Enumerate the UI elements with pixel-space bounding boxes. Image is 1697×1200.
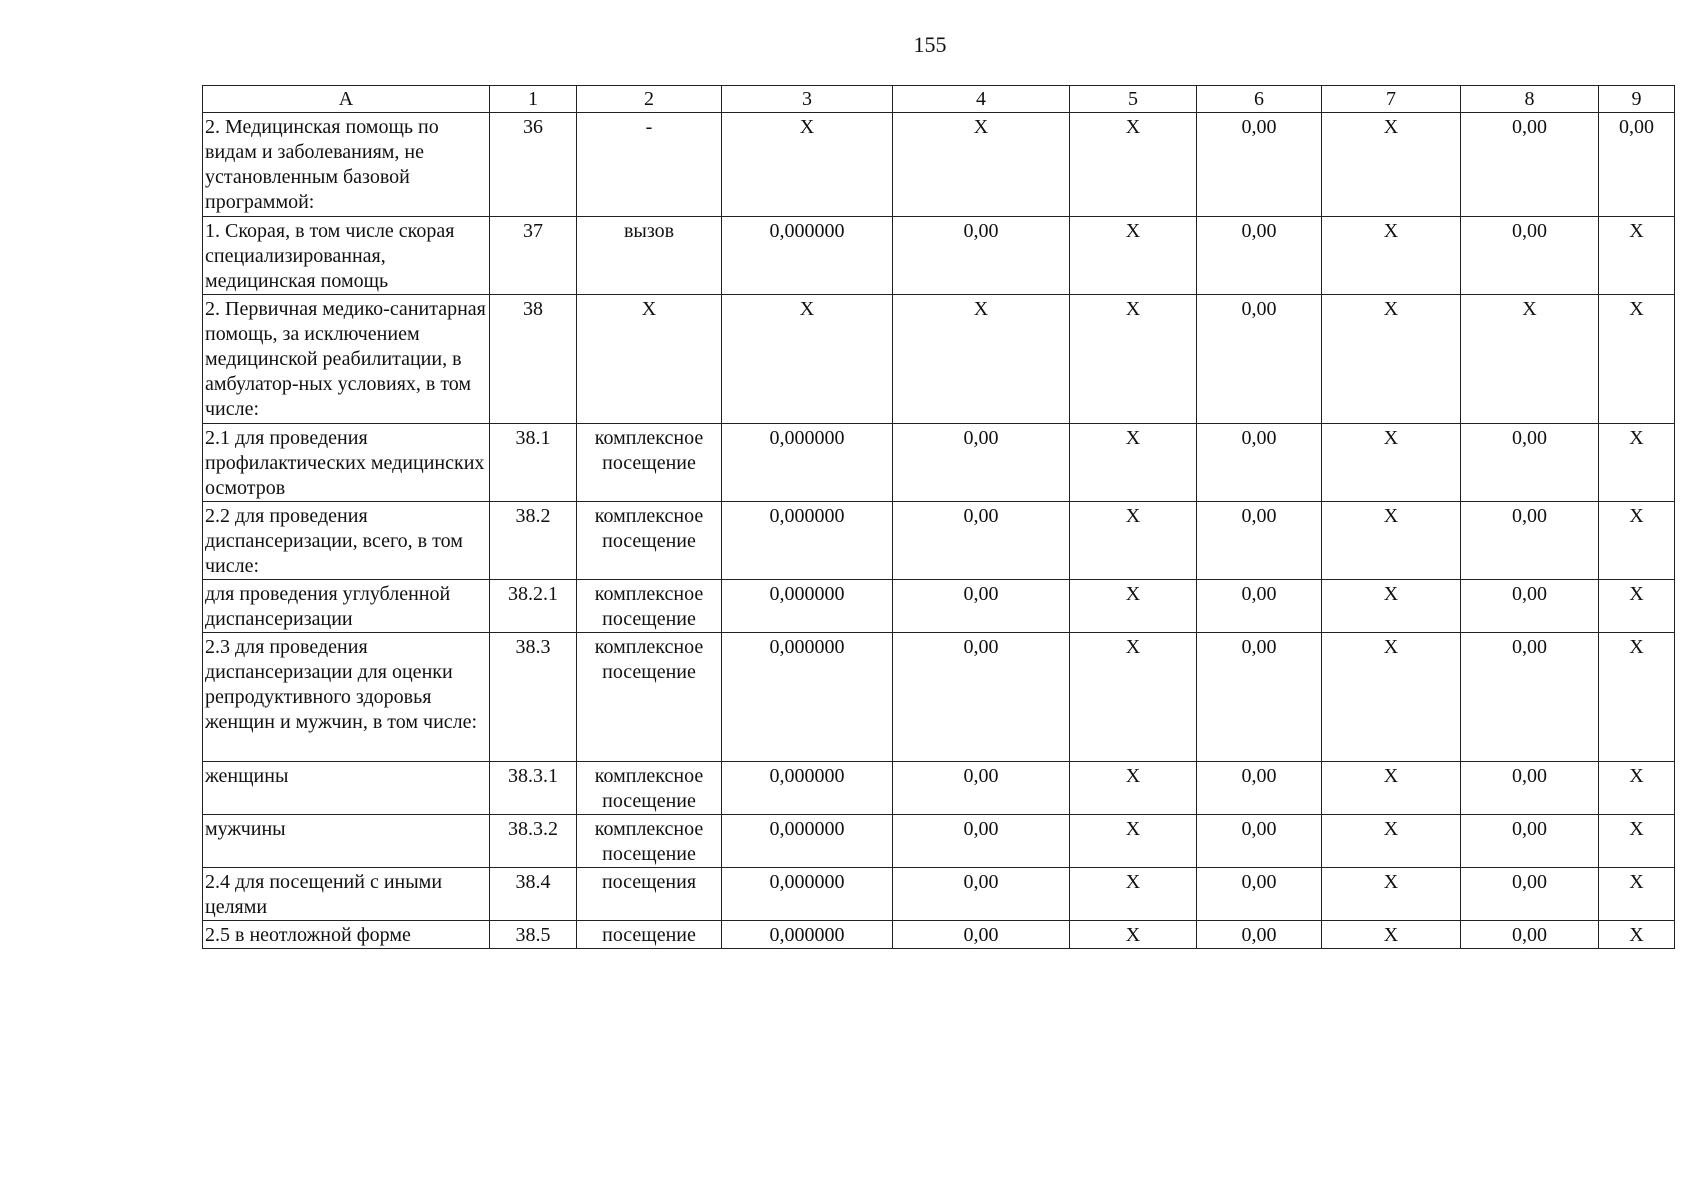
- table-cell: Х: [1322, 217, 1461, 295]
- table-cell: Х: [722, 113, 893, 217]
- table-cell: 0,00: [893, 424, 1070, 502]
- row-name: женщины: [203, 762, 490, 815]
- table-cell: Х: [1070, 424, 1197, 502]
- table-cell: 0,00: [1461, 921, 1599, 949]
- column-header: 9: [1599, 86, 1675, 113]
- table-cell: Х: [1322, 815, 1461, 868]
- row-name: мужчины: [203, 815, 490, 868]
- table-cell: Х: [1599, 633, 1675, 762]
- table-cell: 0,00: [893, 633, 1070, 762]
- table-cell: 0,00: [1461, 633, 1599, 762]
- row-name: 1. Скорая, в том числе скорая специализированная, медицинская помощь: [203, 217, 490, 295]
- table-cell: 0,00: [1197, 502, 1322, 580]
- table-cell: посещения: [577, 868, 722, 921]
- table-row: [203, 868, 1675, 921]
- table-cell: Х: [1322, 502, 1461, 580]
- table-cell: 0,00: [1461, 868, 1599, 921]
- table-row: [203, 633, 1675, 762]
- table-cell: 38.2.1: [490, 580, 577, 633]
- table-cell: посещение: [577, 921, 722, 949]
- table-cell: 0,000000: [722, 868, 893, 921]
- table-cell: 0,00: [1461, 815, 1599, 868]
- table-cell: Х: [1070, 580, 1197, 633]
- table-cell: комплексное посещение: [577, 424, 722, 502]
- table-cell: 0,00: [1197, 921, 1322, 949]
- table-cell: Х: [1322, 921, 1461, 949]
- table-cell: 0,00: [893, 921, 1070, 949]
- table-cell: вызов: [577, 217, 722, 295]
- table-cell: 0,00: [1197, 113, 1322, 217]
- table-cell: 0,000000: [722, 424, 893, 502]
- table-cell: Х: [1599, 921, 1675, 949]
- table-cell: Х: [1599, 295, 1675, 424]
- table-cell: Х: [1070, 633, 1197, 762]
- column-header: 2: [577, 86, 722, 113]
- table-cell: комплексное посещение: [577, 502, 722, 580]
- table-cell: Х: [893, 113, 1070, 217]
- table-row: [203, 762, 1675, 815]
- table-cell: 0,00: [893, 815, 1070, 868]
- table-cell: 0,00: [893, 762, 1070, 815]
- table-cell: 0,00: [1197, 868, 1322, 921]
- table-cell: Х: [1461, 295, 1599, 424]
- table-row: [203, 217, 1675, 295]
- header-row: [203, 86, 1675, 113]
- page-number: 155: [913, 32, 947, 57]
- table-cell: 0,00: [1197, 815, 1322, 868]
- table-cell: Х: [1070, 295, 1197, 424]
- table-cell: 0,000000: [722, 580, 893, 633]
- table-cell: 0,000000: [722, 921, 893, 949]
- table-cell: 38.5: [490, 921, 577, 949]
- table-cell: 0,00: [1197, 633, 1322, 762]
- table-cell: 38.2: [490, 502, 577, 580]
- table-cell: комплексное посещение: [577, 815, 722, 868]
- table-cell: 0,00: [1197, 295, 1322, 424]
- table-cell: 0,00: [1461, 580, 1599, 633]
- table-cell: 0,00: [893, 217, 1070, 295]
- table-cell: Х: [1070, 502, 1197, 580]
- table-cell: 0,00: [1197, 217, 1322, 295]
- table-row: [203, 113, 1675, 217]
- table-cell: Х: [1070, 921, 1197, 949]
- column-header: 7: [1322, 86, 1461, 113]
- column-header: 4: [893, 86, 1070, 113]
- table-cell: комплексное посещение: [577, 633, 722, 762]
- table-cell: Х: [1322, 295, 1461, 424]
- table-cell: Х: [1322, 633, 1461, 762]
- table-cell: 0,00: [1461, 762, 1599, 815]
- table-cell: Х: [722, 295, 893, 424]
- table-cell: 37: [490, 217, 577, 295]
- table-cell: 38.3.2: [490, 815, 577, 868]
- row-name: 2. Медицинская помощь по видам и заболеваниям, не установленным базовой программой:: [203, 113, 490, 217]
- table-cell: 0,00: [1461, 424, 1599, 502]
- table-row: [203, 295, 1675, 424]
- table-cell: 0,00: [1461, 502, 1599, 580]
- table-cell: 0,00: [1197, 424, 1322, 502]
- table-cell: -: [577, 113, 722, 217]
- table-cell: Х: [1599, 424, 1675, 502]
- table-cell: Х: [1599, 815, 1675, 868]
- table-row: [203, 815, 1675, 868]
- table-cell: 0,000000: [722, 633, 893, 762]
- table-cell: Х: [1599, 762, 1675, 815]
- table-cell: 36: [490, 113, 577, 217]
- column-header: 6: [1197, 86, 1322, 113]
- table-cell: 0,000000: [722, 217, 893, 295]
- row-name: 2.2 для проведения диспансеризации, всего, в том числе:: [203, 502, 490, 580]
- table-cell: Х: [1599, 217, 1675, 295]
- table-cell: 0,000000: [722, 502, 893, 580]
- table-cell: 0,00: [1197, 580, 1322, 633]
- column-header: 3: [722, 86, 893, 113]
- column-header: А: [203, 86, 490, 113]
- table-cell: 0,000000: [722, 762, 893, 815]
- row-name: 2.1 для проведения профилактических медицинских осмотров: [203, 424, 490, 502]
- table-row: [203, 580, 1675, 633]
- data-table: [202, 85, 1675, 949]
- table-cell: Х: [1322, 580, 1461, 633]
- row-name: для проведения углубленной диспансеризации: [203, 580, 490, 633]
- table-cell: Х: [1322, 113, 1461, 217]
- table-cell: 0,00: [1461, 217, 1599, 295]
- table-cell: комплексное посещение: [577, 580, 722, 633]
- table-cell: 38.3.1: [490, 762, 577, 815]
- table-row: [203, 921, 1675, 949]
- table-cell: 0,00: [893, 502, 1070, 580]
- table-cell: 0,000000: [722, 815, 893, 868]
- table-cell: Х: [1070, 762, 1197, 815]
- table-cell: Х: [1322, 424, 1461, 502]
- table-cell: 0,00: [893, 580, 1070, 633]
- table-cell: Х: [1599, 580, 1675, 633]
- table-cell: Х: [1070, 113, 1197, 217]
- table-cell: 0,00: [1461, 113, 1599, 217]
- row-name: 2.4 для посещений с иными целями: [203, 868, 490, 921]
- row-name: 2. Первичная медико-санитарная помощь, за исключением медицинской реабилитации, в амбулатор-ных условиях, в том числе:: [203, 295, 490, 424]
- table-cell: 38: [490, 295, 577, 424]
- table-cell: Х: [1070, 815, 1197, 868]
- table-cell: комплексное посещение: [577, 762, 722, 815]
- table-row: [203, 424, 1675, 502]
- table-cell: 38.4: [490, 868, 577, 921]
- table-cell: Х: [1599, 502, 1675, 580]
- row-name: 2.5 в неотложной форме: [203, 921, 490, 949]
- table-cell: Х: [893, 295, 1070, 424]
- table-cell: Х: [1322, 868, 1461, 921]
- table-cell: 0,00: [1599, 113, 1675, 217]
- table-cell: Х: [1599, 868, 1675, 921]
- table-row: [203, 502, 1675, 580]
- column-header: 5: [1070, 86, 1197, 113]
- table-cell: Х: [1070, 217, 1197, 295]
- table-cell: Х: [1322, 762, 1461, 815]
- table-cell: 0,00: [893, 868, 1070, 921]
- column-header: 8: [1461, 86, 1599, 113]
- table-cell: 38.1: [490, 424, 577, 502]
- table-cell: 0,00: [1197, 762, 1322, 815]
- table-cell: Х: [577, 295, 722, 424]
- table-cell: 38.3: [490, 633, 577, 762]
- column-header: 1: [490, 86, 577, 113]
- row-name: 2.3 для проведения диспансеризации для оценки репродуктивного здоровья женщин и мужчин, в том числе:: [203, 633, 490, 762]
- table-cell: Х: [1070, 868, 1197, 921]
